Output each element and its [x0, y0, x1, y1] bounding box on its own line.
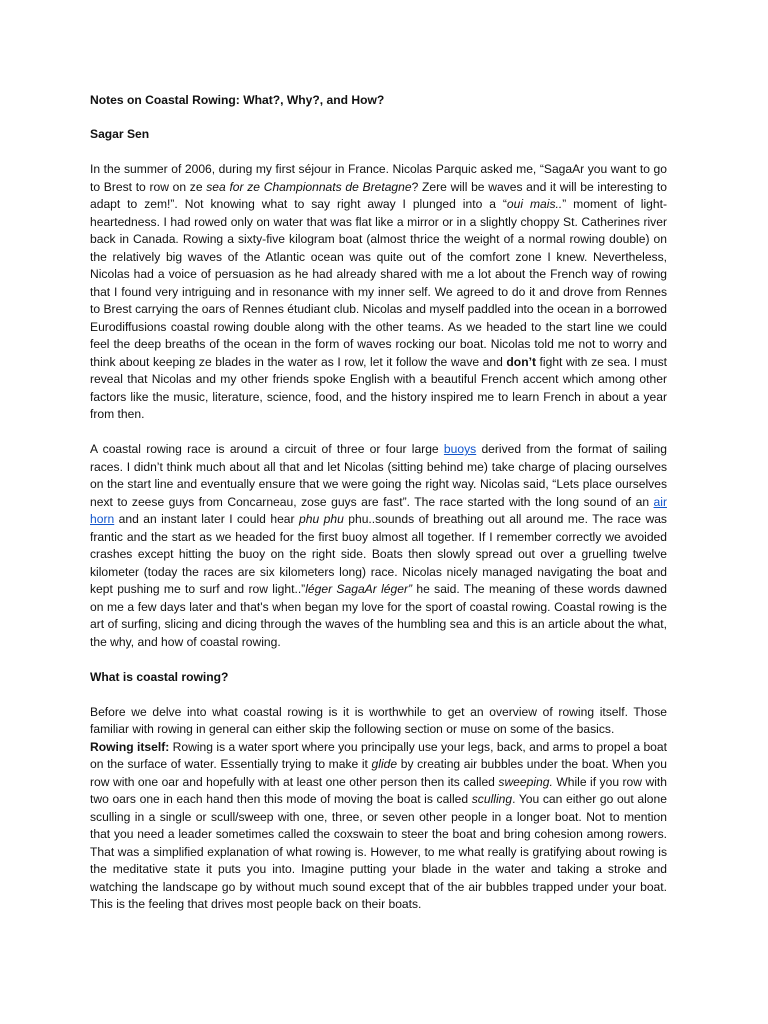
- document-title: Notes on Coastal Rowing: What?, Why?, and How?: [90, 93, 385, 107]
- overview-paragraph: Before we delve into what coastal rowing is it is worthwhile to get an overview of rowing itself. Those familiar with rowing in general can either skip the following section or muse on some of the basics.: [90, 704, 667, 736]
- text-span: ? Zere will be waves and it will be interesting to adapt to zem!”. Not knowing what to say right away I plunged into a “: [90, 179, 667, 211]
- text-span: Rowing is a water sport where you principally use your legs, back, and arms to propel a boat on the surface of water. Essentially trying to make it: [90, 739, 667, 771]
- text-span: In the summer of 2006, during my first séjour in France. Nicolas Parquic asked me, “SagaAr you want to go to Brest to row on ze: [90, 162, 667, 194]
- document-page: [90, 92, 667, 931]
- text-span: phu..sounds of breathing out all around me. The race was frantic and the start as we headed for the first buoy almost all together. If I remember correctly we avoided crashes except hitting the buoy on the right side. Boats then slowly spread out over a gruelling twelve kilometer (today the races are six kilometers long) race. Nicolas nicely managed navigating the boat and kept pushing me to surf and row light..”: [90, 512, 667, 596]
- text-span: by creating air bubbles under the boat. When you row with one oar and hopefully with at least one other person then its called: [90, 757, 668, 789]
- document-author: Sagar Sen: [90, 126, 150, 141]
- buoys-link[interactable]: buoys: [443, 442, 477, 456]
- text-span: A coastal rowing race is around a circuit of three or four large: [90, 442, 444, 456]
- text-span: ” moment of light-heartedness. I had rowed only on water that was flat like a mirror or in a slightly choppy St. Catherines river back in Canada. Rowing a sixty-five kilogram boat (almost thrice the weight of a normal rowing double) on the relatively big waves of the Atlantic ocean was quite out of the comfort zone I knew. Nevertheless, Nicolas had a voice of persuasion as he had already shared with me a lot about the French way of rowing that I found very intriguing and in resonance with my inner self. We agreed to do it and drove from Rennes to Brest carrying the oars of Rennes étudiant club. Nicolas and myself paddled into the ocean in a borrowed Eurodiffusions coastal rowing double along with the other teams. As we headed to the start line we could feel the deep breaths of the ocean in the form of waves rocking our boat. Nicolas told me not to worry and think about keeping ze blades in the water as I row, let it follow the wave and: [90, 197, 668, 369]
- race-paragraph: [90, 441, 667, 651]
- bold-span: don’t: [506, 354, 536, 369]
- italic-span: glide: [371, 757, 398, 771]
- italic-span: phu phu: [299, 512, 344, 526]
- italic-span: sea for ze Championnats de Bretagne: [206, 179, 412, 194]
- italic-span: oui mais..: [506, 197, 563, 211]
- text-span: While if you row with two oars one in each hand then this mode of moving the boat is called: [90, 774, 667, 806]
- text-span: fight with ze sea. I must reveal that Nicolas and my other friends spoke English with a beautiful French accent which among other factors like the music, literature, science, food, and the history inspired me to learn French in about a year from then.: [90, 354, 667, 421]
- italic-span: sweeping.: [498, 774, 553, 789]
- text-span: he said. The meaning of these words dawned on me a few days later and that's when began my love for the sport of coastal rowing. Coastal rowing is the art of surfing, slicing and dicing through the waves of the humbling sea and this is an article about the what, the why, and how of coastal rowing.: [90, 582, 668, 649]
- rowing-itself-paragraph: [90, 739, 667, 914]
- text-span: . You can either go out alone sculling in a single or scull/sweep with one, three, or seven other people in a longer boat. Not to mention that you need a leader sometimes called the coxswain to steer the boat and bring cohesion among rowers. That was a simplified explanation of what rowing is. However, to me what really is gratifying about rowing is the meditative state it puts you into. Imagine putting your blade in the water and taking a stroke and watching the landscape go by without much sound except that of the air bubbles trapped under your boat. This is the feeling that drives most people back on their boats.: [90, 792, 667, 911]
- intro-paragraph: [90, 161, 667, 424]
- air-horn-link[interactable]: air horn: [90, 494, 667, 526]
- text-span: derived from the format of sailing races. I didn’t think much about all that and let Nicolas (sitting behind me) take charge of placing ourselves on the start line and eventually ensure that we were going the right way. Nicolas said, “Lets place ourselves next to zeese guys from Concarneau, zose guys are fast”. The race started with the long sound of an: [90, 442, 667, 509]
- section-heading-what-is-coastal-rowing: What is coastal rowing?: [90, 669, 229, 684]
- italic-span: sculling: [471, 792, 513, 806]
- text-span: and an instant later I could hear: [114, 512, 299, 526]
- bold-span: Rowing itself:: [90, 739, 170, 754]
- italic-span: léger SagaAr léger”: [305, 582, 413, 596]
